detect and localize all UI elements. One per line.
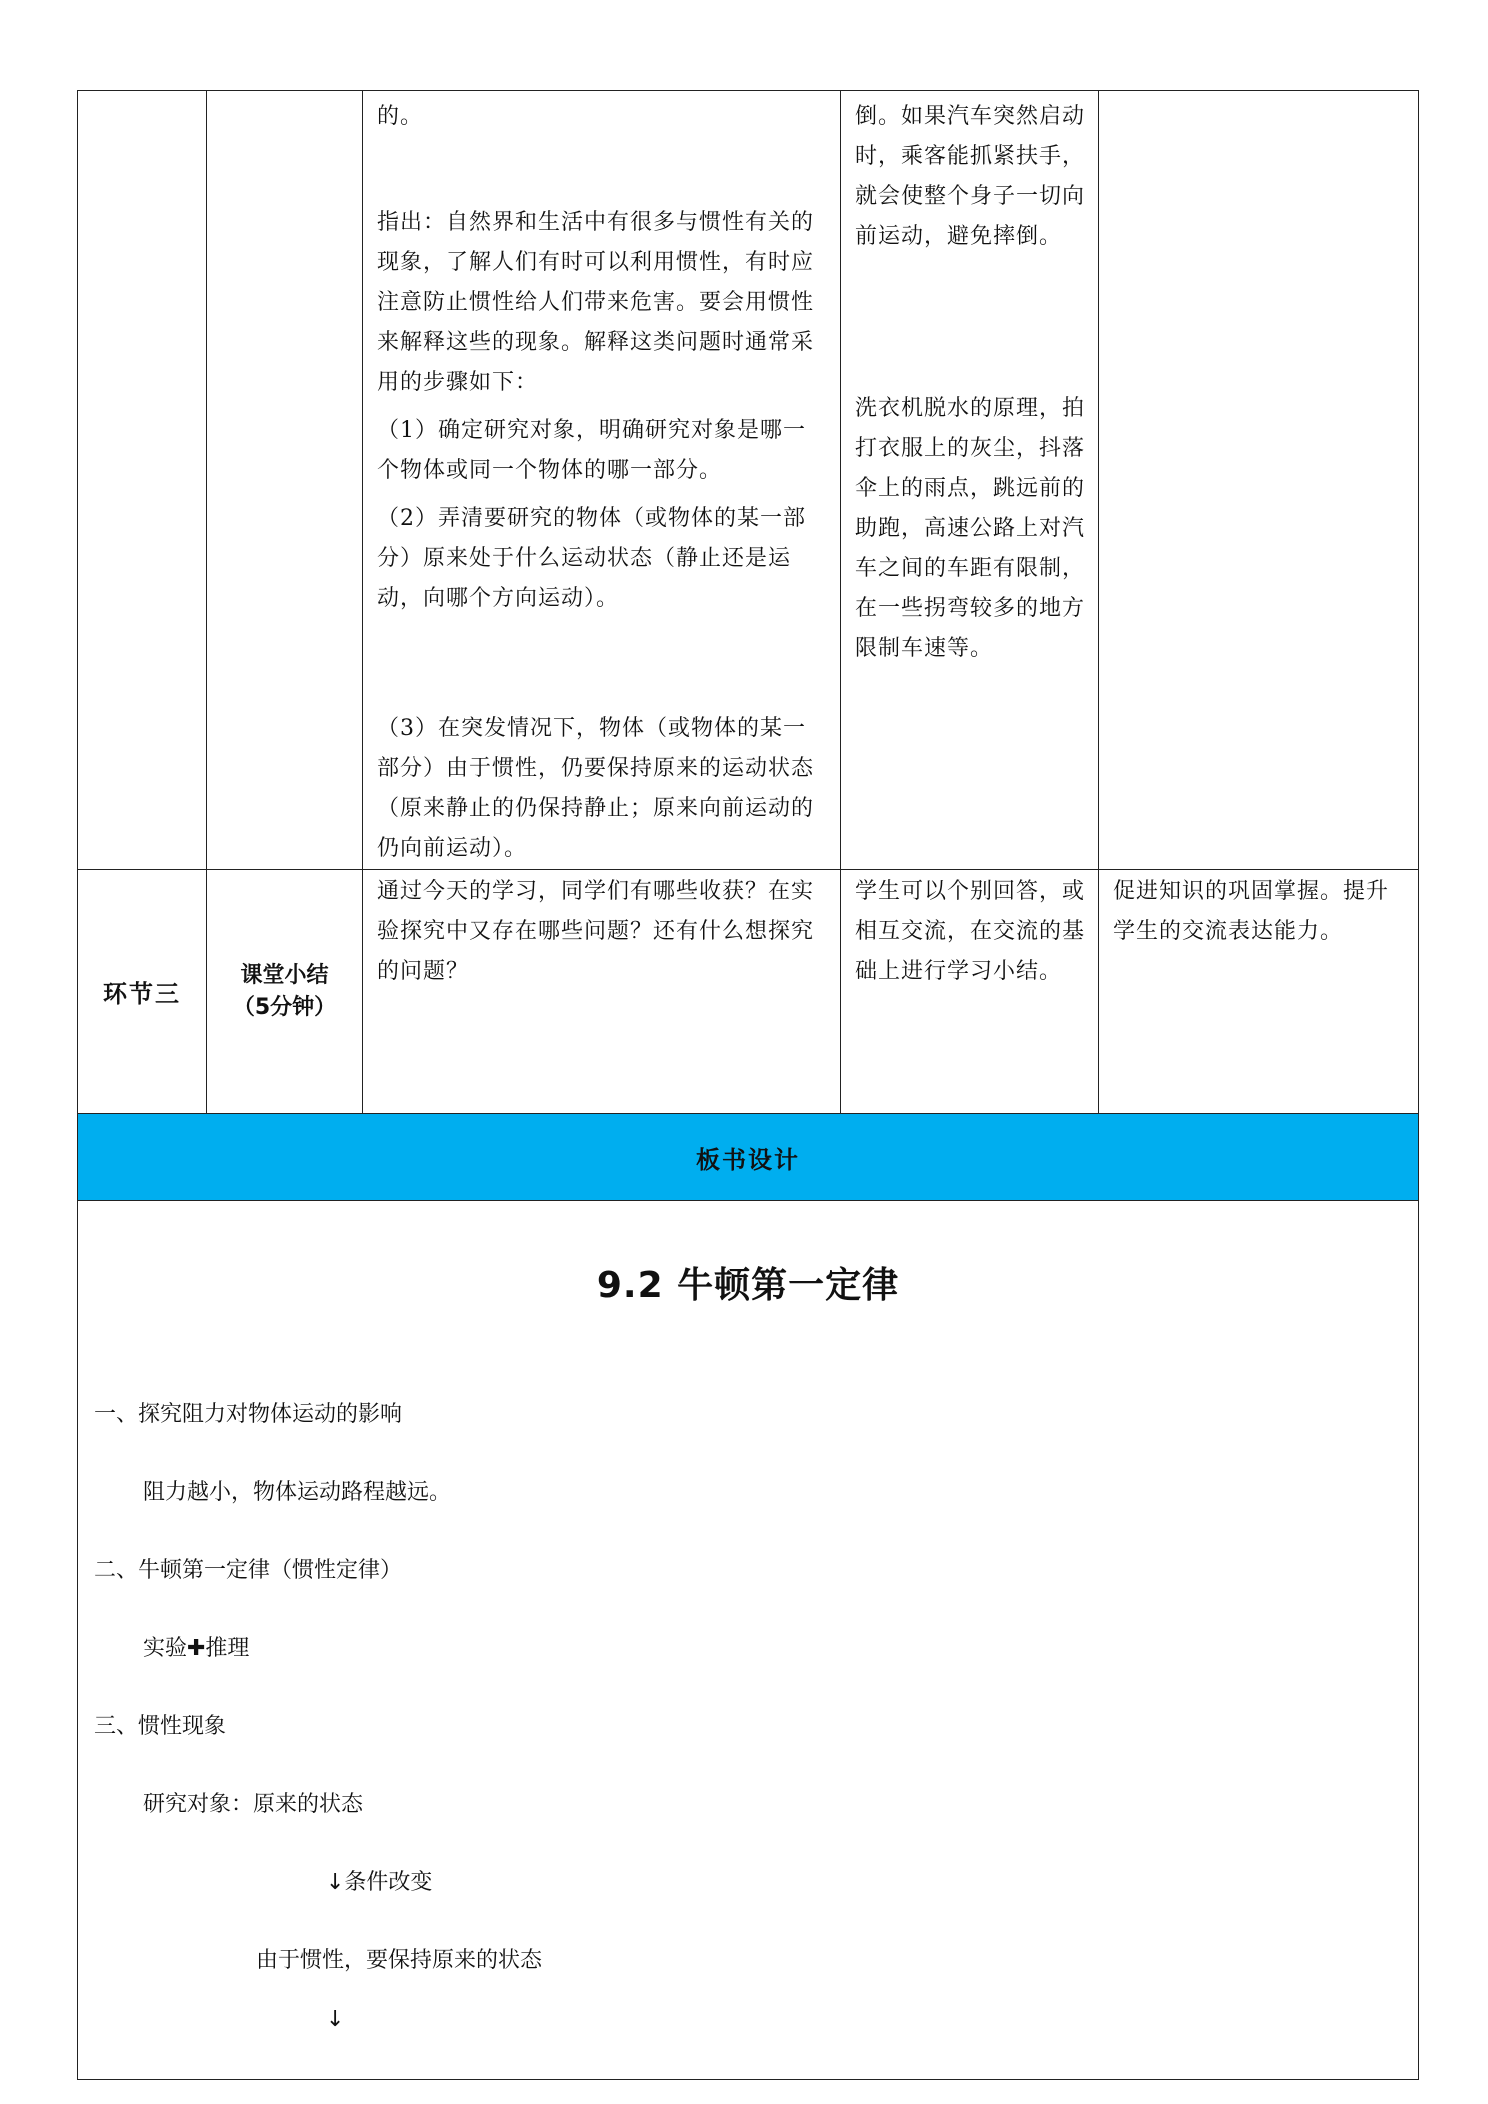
- board-design-body: [78, 1201, 1419, 2080]
- step-2-text: （2）弄清要研究的物体（或物体的某一部分）原来处于什么运动状态（静止还是运动，向哪个方向运动）。: [377, 506, 806, 611]
- board-title: 9.2 牛顿第一定律: [596, 1265, 900, 1306]
- board-line: 研究对象：原来的状态: [143, 1792, 364, 1817]
- student-activity-cell: [841, 91, 1099, 870]
- board-line: ↓条件改变: [326, 1870, 433, 1895]
- teacher-activity-cell: [363, 870, 841, 1114]
- board-design-header: 板书设计: [78, 1114, 1419, 1201]
- stage-name: 课堂小结: [240, 962, 329, 988]
- board-line: 二、牛顿第一定律（惯性定律）: [94, 1558, 403, 1583]
- board-line: 阻力越小，物体运动路程越远。: [143, 1480, 452, 1505]
- board-line: 三、惯性现象: [94, 1714, 227, 1739]
- design-intent-text: 促进知识的巩固掌握。提升学生的交流表达能力。: [1113, 879, 1390, 944]
- teacher-text: 通过今天的学习，同学们有哪些收获？在实验探究中又存在哪些问题？还有什么想探究的问题？: [377, 879, 815, 984]
- down-arrow: ↓: [326, 2007, 345, 2032]
- lesson-plan-page: [77, 90, 1418, 2080]
- student-text: 学生可以个别回答，或相互交流，在交流的基础上进行学习小结。: [855, 879, 1086, 984]
- lesson-table: [77, 90, 1419, 2080]
- table-row: [78, 1201, 1419, 2080]
- stage-label: 环节三: [78, 870, 207, 1114]
- student-text: 洗衣机脱水的原理，拍打衣服上的灰尘，抖落伞上的雨点，跳远前的助跑，高速公路上对汽车之间的车距有限制，在一些拐弯较多的地方限制车速等。: [855, 396, 1086, 661]
- student-text: 倒。如果汽车突然启动时，乘客能抓紧扶手，就会使整个身子一切向前运动，避免摔倒。: [855, 104, 1086, 249]
- design-intent-cell-empty: [1099, 91, 1419, 870]
- table-row: [78, 91, 1419, 870]
- student-activity-cell: [841, 870, 1099, 1114]
- board-line: 一、探究阻力对物体运动的影响: [94, 1402, 403, 1427]
- stage-duration: （5分钟）: [232, 994, 337, 1020]
- table-row: [78, 1114, 1419, 1201]
- board-line: 由于惯性，要保持原来的状态: [256, 1948, 543, 1973]
- stage-cell-empty: [78, 91, 207, 870]
- teacher-activity-cell: [363, 91, 841, 870]
- step-1-text: （1）确定研究对象，明确研究对象是哪一个物体或同一个物体的哪一部分。: [377, 418, 806, 483]
- design-intent-cell: [1099, 870, 1419, 1114]
- board-line: 实验✚推理: [143, 1636, 250, 1661]
- teacher-text: 指出：自然界和生活中有很多与惯性有关的现象，了解人们有时可以利用惯性，有时应注意防止惯性给人们带来危害。要会用惯性来解释这些的现象。解释这类问题时通常采用的步骤如下：: [377, 210, 815, 395]
- table-row: [78, 870, 1419, 1114]
- step-3-text: （3）在突发情况下，物体（或物体的某一部分）由于惯性，仍要保持原来的运动状态（原来静止的仍保持静止；原来向前运动的仍向前运动）。: [377, 716, 815, 861]
- teacher-text: 的。: [377, 104, 424, 129]
- name-cell-empty: [207, 91, 363, 870]
- stage-name-cell: [207, 870, 363, 1114]
